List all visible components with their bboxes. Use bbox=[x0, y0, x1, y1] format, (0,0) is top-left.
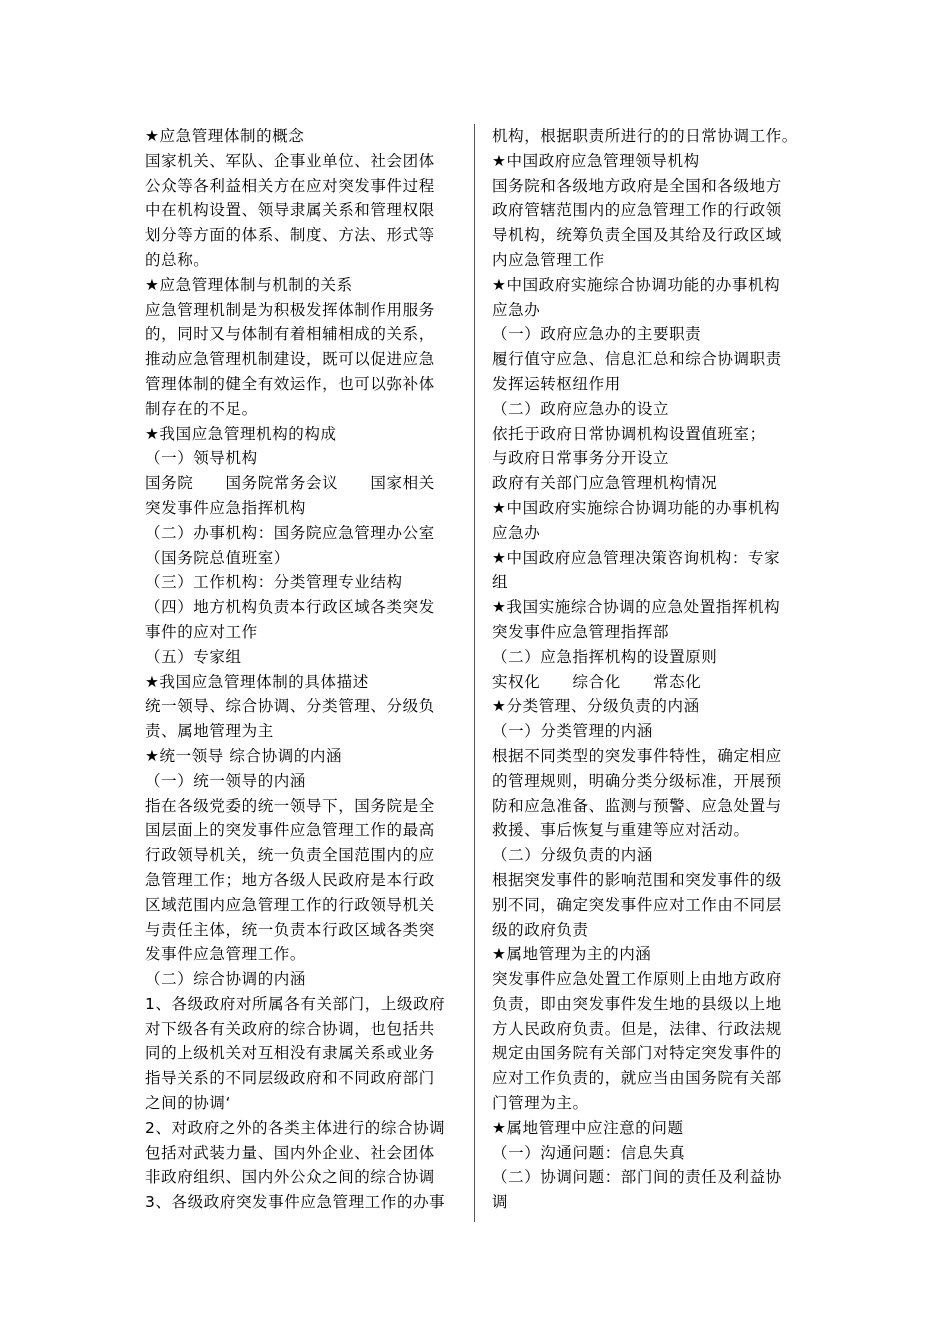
text-line: （二）分级负责的内涵 bbox=[492, 846, 654, 865]
text-line: ★我国应急管理机构的构成 bbox=[145, 424, 337, 443]
text-line: ★分类管理、分级负责的内涵 bbox=[492, 697, 700, 716]
text-line: ★应急管理体制的概念 bbox=[145, 127, 305, 145]
text-line: 国层面上的突发事件应急管理工作的最高 bbox=[145, 821, 435, 840]
left-text-column bbox=[145, 124, 463, 1215]
text-line: ★中国政府应急管理决策咨询机构：专家 bbox=[492, 548, 781, 567]
text-line: 门管理为主。 bbox=[492, 1094, 589, 1113]
text-line: ★我国实施综合协调的应急处置指挥机构 bbox=[492, 598, 781, 617]
text-line: 划分等方面的体系、制度、方法、形式等 bbox=[145, 226, 435, 245]
text-line: 根据不同类型的突发事件特性，确定相应 bbox=[492, 746, 782, 765]
text-line: 对下级各有关政府的综合协调，也包括共 bbox=[145, 1019, 435, 1038]
text-line: 发事件应急管理工作。 bbox=[145, 945, 307, 964]
text-line: 政府管辖范围内的应急管理工作的行政领 bbox=[492, 201, 782, 220]
text-line: 国家机关、军队、企事业单位、社会团体 bbox=[145, 151, 435, 170]
text-line: 突发事件应急指挥机构 bbox=[145, 498, 307, 517]
text-line: 机构，根据职责所进行的的日常协调工作。 bbox=[492, 127, 798, 145]
text-line: 包括对武装力量、国内外企业、社会团体 bbox=[145, 1143, 435, 1162]
text-line: 实权化 综合化 常态化 bbox=[492, 672, 702, 691]
text-line: 指在各级党委的统一领导下，国务院是全 bbox=[145, 796, 435, 815]
text-line: ★中国政府实施综合协调功能的办事机构 bbox=[492, 275, 781, 294]
text-line: （一）沟通问题：信息失真 bbox=[492, 1143, 686, 1162]
text-line: ★中国政府实施综合协调功能的办事机构 bbox=[492, 498, 781, 517]
text-line: 管理体制的健全有效运作，也可以弥补体 bbox=[145, 374, 435, 393]
text-line: 依托于政府日常协调机构设置值班室； bbox=[492, 424, 766, 443]
text-line: ★应急管理体制与机制的关系 bbox=[145, 275, 353, 294]
text-line: 别不同，确定突发事件应对工作由不同层 bbox=[492, 895, 782, 914]
text-line: （二）综合协调的内涵 bbox=[145, 970, 307, 989]
text-line: 区域范围内应急管理工作的行政领导机关 bbox=[145, 895, 435, 914]
text-line: （二）应急指挥机构的设置原则 bbox=[492, 647, 718, 666]
text-line: 政府有关部门应急管理机构情况 bbox=[492, 474, 718, 493]
text-line: 方人民政府负责。但是，法律、行政法规 bbox=[492, 1019, 782, 1038]
text-line: 中在机构设置、领导隶属关系和管理权限 bbox=[145, 201, 435, 220]
text-line: 急管理工作；地方各级人民政府是本行政 bbox=[145, 870, 435, 889]
text-line: ★我国应急管理体制的具体描述 bbox=[145, 672, 369, 691]
text-line: 1、各级政府对所属各有关部门，上级政府 bbox=[145, 994, 446, 1013]
text-line: 国务院和各级地方政府是全国和各级地方 bbox=[492, 176, 782, 195]
text-line: （一）分类管理的内涵 bbox=[492, 722, 654, 741]
text-line: 同的上级机关对互相没有隶属关系或业务 bbox=[145, 1044, 435, 1063]
text-line: 应对工作负责的，就应当由国务院有关部 bbox=[492, 1069, 782, 1088]
text-line: 统一领导、综合协调、分类管理、分级负 bbox=[145, 697, 435, 716]
text-line: 之间的协调‘ bbox=[145, 1094, 232, 1113]
text-line: （二）政府应急办的设立 bbox=[492, 399, 670, 418]
text-line: 规定由国务院有关部门对特定突发事件的 bbox=[492, 1044, 782, 1063]
text-line: 非政府组织、国内外公众之间的综合协调 bbox=[145, 1168, 435, 1187]
text-line: （国务院总值班室） bbox=[145, 548, 290, 567]
text-line: 的管理规则，明确分类分级标准，开展预 bbox=[492, 771, 782, 790]
text-line: 应急办 bbox=[492, 523, 541, 542]
right-text-column bbox=[492, 124, 814, 1215]
text-line: 负责，即由突发事件发生地的县级以上地 bbox=[492, 994, 782, 1013]
text-line: （一）统一领导的内涵 bbox=[145, 771, 307, 790]
text-line: 国务院 国务院常务会议 国家相关 bbox=[145, 474, 435, 493]
text-line: 与责任主体，统一负责本行政区域各类突 bbox=[145, 920, 435, 939]
text-line: ★属地管理为主的内涵 bbox=[492, 945, 652, 964]
text-line: 应急管理机制是为积极发挥体制作用服务 bbox=[145, 300, 435, 319]
text-line: （四）地方机构负责本行政区域各类突发 bbox=[145, 598, 435, 617]
text-line: 应急办 bbox=[492, 300, 541, 319]
text-line: 3、各级政府突发事件应急管理工作的办事 bbox=[145, 1193, 446, 1212]
text-line: 责、属地管理为主 bbox=[145, 722, 274, 741]
text-line: 根据突发事件的影响范围和突发事件的级 bbox=[492, 870, 782, 889]
text-line: 突发事件应急处置工作原则上由地方政府 bbox=[492, 970, 782, 989]
text-line: （二）办事机构：国务院应急管理办公室 bbox=[145, 523, 435, 542]
text-line: ★属地管理中应注意的问题 bbox=[492, 1118, 684, 1137]
text-line: 组 bbox=[492, 573, 509, 592]
text-line: （一）政府应急办的主要职责 bbox=[492, 325, 702, 344]
text-line: 级的政府负责 bbox=[492, 920, 589, 939]
text-line: 推动应急管理机制建设，既可以促进应急 bbox=[145, 350, 435, 369]
text-line: （二）协调问题：部门间的责任及利益协 bbox=[492, 1168, 782, 1187]
text-line: 2、对政府之外的各类主体进行的综合协调 bbox=[145, 1118, 446, 1137]
text-line: 履行值守应急、信息汇总和综合协调职责 bbox=[492, 350, 782, 369]
text-line: 指导关系的不同层级政府和不同政府部门 bbox=[145, 1069, 435, 1088]
text-line: 导机构，统筹负责全国及其给及行政区域 bbox=[492, 226, 782, 245]
text-line: 防和应急准备、监测与预警、应急处置与 bbox=[492, 796, 782, 815]
text-line: （五）专家组 bbox=[145, 647, 242, 666]
text-line: 的，同时又与体制有着相辅相成的关系， bbox=[145, 325, 435, 344]
text-line: 制存在的不足。 bbox=[145, 399, 258, 418]
text-line: 与政府日常事务分开设立 bbox=[492, 449, 670, 468]
text-line: 事件的应对工作 bbox=[145, 622, 258, 641]
text-line: 发挥运转枢纽作用 bbox=[492, 374, 621, 393]
text-line: 行政领导机关，统一负责全国范围内的应 bbox=[145, 846, 435, 865]
text-line: ★统一领导 综合协调的内涵 bbox=[145, 746, 343, 765]
text-line: 的总称。 bbox=[145, 250, 210, 269]
text-line: 调 bbox=[492, 1193, 509, 1212]
column-divider bbox=[474, 124, 475, 1222]
text-line: 公众等各利益相关方在应对突发事件过程 bbox=[145, 176, 435, 195]
text-line: 救援、事后恢复与重建等应对活动。 bbox=[492, 821, 750, 840]
text-line: （一）领导机构 bbox=[145, 449, 258, 468]
text-line: （三）工作机构：分类管理专业结构 bbox=[145, 573, 403, 592]
text-line: 内应急管理工作 bbox=[492, 250, 605, 269]
text-line: 突发事件应急管理指挥部 bbox=[492, 622, 670, 641]
text-line: ★中国政府应急管理领导机构 bbox=[492, 151, 700, 170]
